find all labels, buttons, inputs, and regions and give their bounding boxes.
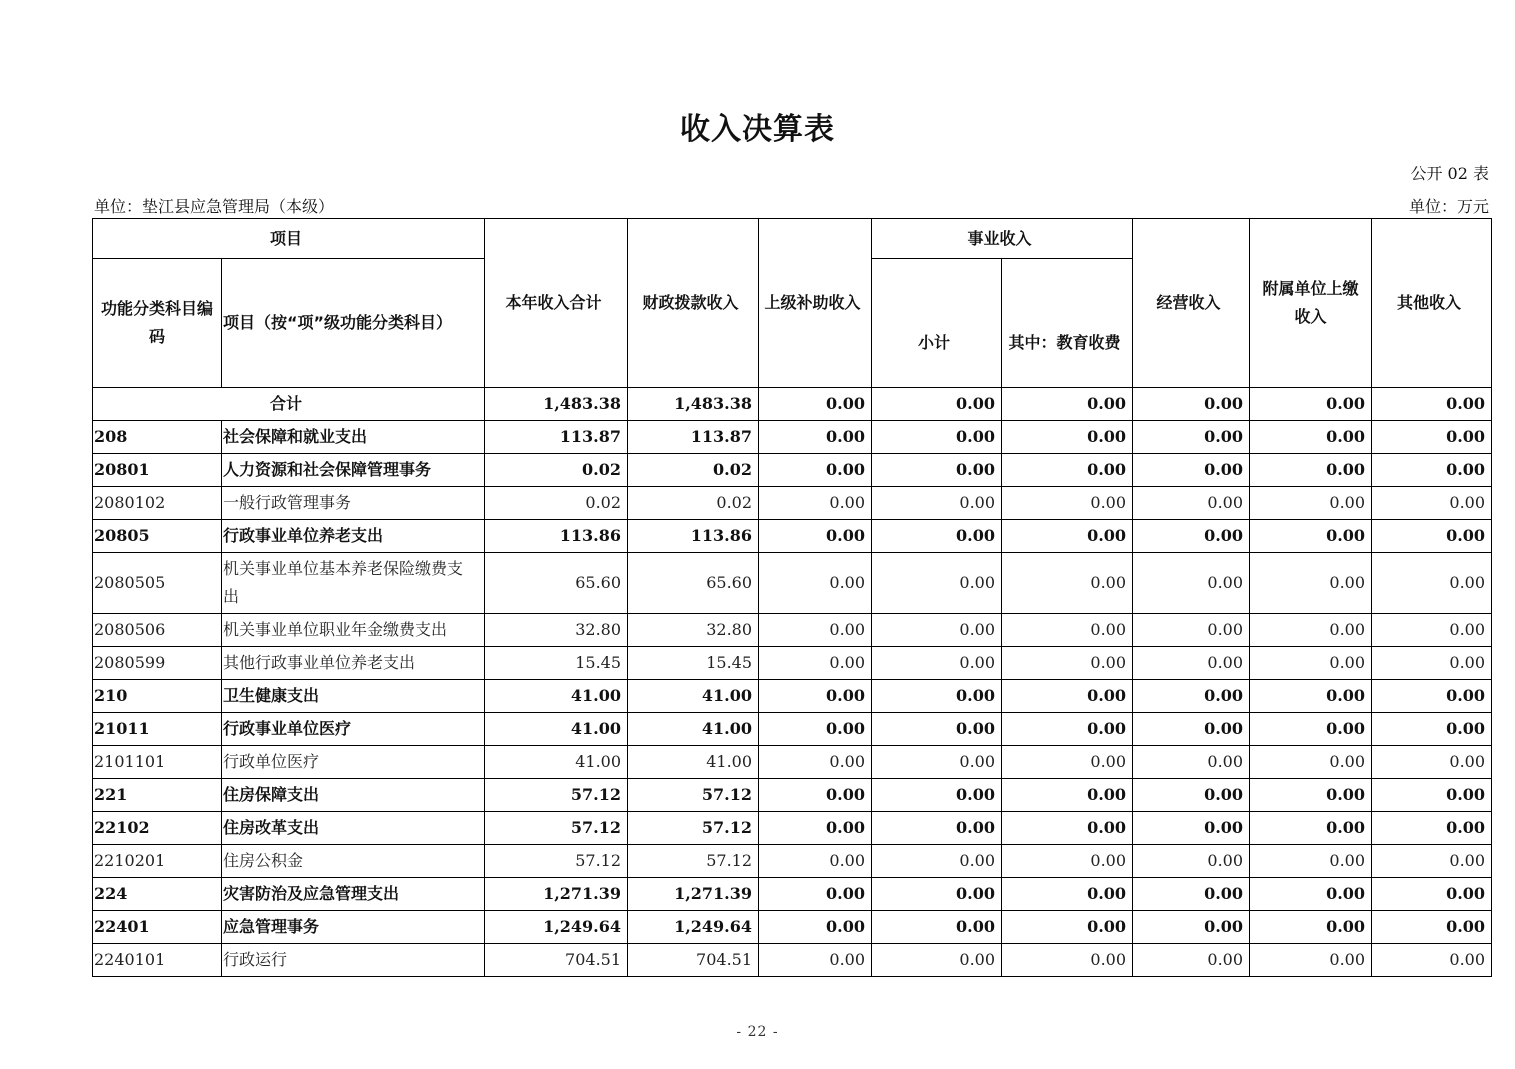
cell-value: 65.60 (485, 553, 628, 614)
cell-code: 2240101 (93, 944, 222, 977)
cell-value: 0.00 (1372, 520, 1492, 553)
cell-value: 0.00 (759, 647, 872, 680)
cell-value: 0.00 (1250, 944, 1372, 977)
cell-value: 0.00 (759, 713, 872, 746)
cell-value: 0.00 (1250, 647, 1372, 680)
cell-item-name: 一般行政管理事务 (222, 487, 485, 520)
cell-value: 0.00 (759, 553, 872, 614)
cell-value: 0.00 (1250, 454, 1372, 487)
table-row (93, 680, 1492, 713)
cell-value: 0.00 (1002, 520, 1133, 553)
cell-value: 0.00 (1250, 680, 1372, 713)
cell-value: 57.12 (628, 812, 759, 845)
table-row (93, 746, 1492, 779)
cell-value: 15.45 (485, 647, 628, 680)
cell-value: 32.80 (628, 614, 759, 647)
cell-value: 0.00 (1133, 647, 1250, 680)
cell-item-name: 社会保障和就业支出 (222, 421, 485, 454)
cell-value: 0.00 (1133, 454, 1250, 487)
cell-value: 0.00 (872, 614, 1002, 647)
cell-code: 224 (93, 878, 222, 911)
reporting-unit: 单位：垫江县应急管理局（本级） (94, 197, 335, 216)
table-row (93, 845, 1492, 878)
header-func-code: 功能分类科目编码 (93, 259, 222, 388)
cell-value: 0.00 (1372, 812, 1492, 845)
cell-value: 1,271.39 (628, 878, 759, 911)
cell-value: 0.00 (1372, 845, 1492, 878)
cell-value: 0.00 (1133, 713, 1250, 746)
cell-value: 113.86 (628, 520, 759, 553)
page-number: - 22 - (736, 1024, 779, 1040)
cell-item-name: 灾害防治及应急管理支出 (222, 878, 485, 911)
cell-value: 41.00 (485, 680, 628, 713)
cell-value: 0.00 (1250, 911, 1372, 944)
cell-value: 0.00 (1372, 713, 1492, 746)
table-row (93, 911, 1492, 944)
cell-value: 0.00 (759, 845, 872, 878)
table-row (93, 944, 1492, 977)
header-edu-fee: 其中：教育收费 (1002, 259, 1133, 388)
cell-value: 0.00 (1133, 487, 1250, 520)
cell-value: 0.00 (872, 878, 1002, 911)
cell-value: 0.00 (1002, 779, 1133, 812)
cell-value: 0.00 (1372, 421, 1492, 454)
table-row (93, 614, 1492, 647)
cell-code: 2080102 (93, 487, 222, 520)
header-project: 项目 (93, 219, 485, 259)
cell-value: 0.00 (1133, 878, 1250, 911)
table-row (93, 812, 1492, 845)
cell-item-name: 行政事业单位养老支出 (222, 520, 485, 553)
cell-value: 0.00 (1372, 680, 1492, 713)
cell-value: 0.00 (759, 614, 872, 647)
cell-value: 0.00 (1002, 746, 1133, 779)
cell-value: 41.00 (628, 680, 759, 713)
cell-value: 0.00 (1250, 614, 1372, 647)
cell-value: 0.00 (1002, 421, 1133, 454)
cell-value: 0.00 (1372, 388, 1492, 421)
cell-value: 0.00 (1372, 911, 1492, 944)
cell-value: 0.00 (1133, 680, 1250, 713)
cell-code: 21011 (93, 713, 222, 746)
income-statement-table (92, 218, 1492, 977)
cell-item-name: 住房保障支出 (222, 779, 485, 812)
cell-value: 0.00 (1002, 614, 1133, 647)
cell-value: 113.87 (485, 421, 628, 454)
cell-item-name: 行政单位医疗 (222, 746, 485, 779)
cell-value: 0.00 (872, 520, 1002, 553)
cell-value: 0.00 (759, 487, 872, 520)
cell-value: 0.00 (1372, 487, 1492, 520)
cell-value: 0.00 (1133, 944, 1250, 977)
header-business-income: 事业收入 (872, 219, 1133, 259)
cell-value: 0.00 (759, 911, 872, 944)
cell-value: 1,483.38 (628, 388, 759, 421)
cell-value: 0.00 (759, 388, 872, 421)
cell-value: 41.00 (485, 713, 628, 746)
cell-value: 0.00 (1372, 614, 1492, 647)
header-operating: 经营收入 (1133, 219, 1250, 388)
cell-value: 1,249.64 (628, 911, 759, 944)
cell-code: 221 (93, 779, 222, 812)
cell-value: 0.00 (1250, 779, 1372, 812)
cell-value: 0.00 (1002, 845, 1133, 878)
cell-value: 704.51 (628, 944, 759, 977)
cell-value: 0.02 (628, 454, 759, 487)
cell-value: 0.00 (759, 779, 872, 812)
cell-value: 15.45 (628, 647, 759, 680)
cell-value: 41.00 (628, 713, 759, 746)
cell-value: 0.00 (1372, 746, 1492, 779)
cell-value: 0.00 (1002, 911, 1133, 944)
header-affiliated: 附属单位上缴收入 (1250, 219, 1372, 388)
cell-value: 57.12 (628, 845, 759, 878)
cell-value: 41.00 (485, 746, 628, 779)
cell-value: 0.00 (1250, 746, 1372, 779)
cell-value: 0.00 (872, 454, 1002, 487)
page-title: 收入决算表 (680, 112, 835, 147)
cell-code: 208 (93, 421, 222, 454)
cell-value: 32.80 (485, 614, 628, 647)
table-row (93, 553, 1492, 614)
cell-value: 0.00 (872, 845, 1002, 878)
cell-item-name: 机关事业单位基本养老保险缴费支出 (222, 553, 485, 614)
cell-item-name: 行政运行 (222, 944, 485, 977)
table-row (93, 779, 1492, 812)
cell-value: 0.02 (485, 487, 628, 520)
cell-value: 0.02 (485, 454, 628, 487)
cell-code: 210 (93, 680, 222, 713)
cell-value: 0.00 (1372, 454, 1492, 487)
cell-value: 0.00 (1002, 647, 1133, 680)
cell-value: 0.00 (1133, 553, 1250, 614)
cell-item-name: 行政事业单位医疗 (222, 713, 485, 746)
header-total-income: 本年收入合计 (485, 219, 628, 388)
cell-value: 0.00 (759, 812, 872, 845)
cell-value: 1,271.39 (485, 878, 628, 911)
cell-value: 0.00 (1250, 845, 1372, 878)
header-subtotal: 小计 (872, 259, 1002, 388)
cell-value: 0.00 (1372, 779, 1492, 812)
table-row (93, 487, 1492, 520)
cell-code: 2080505 (93, 553, 222, 614)
cell-value: 0.00 (872, 421, 1002, 454)
cell-value: 0.00 (1133, 911, 1250, 944)
cell-value: 41.00 (628, 746, 759, 779)
cell-value: 0.02 (628, 487, 759, 520)
cell-value: 1,249.64 (485, 911, 628, 944)
header-other: 其他收入 (1372, 219, 1492, 388)
cell-value: 0.00 (1002, 812, 1133, 845)
cell-value: 0.00 (1250, 421, 1372, 454)
cell-value: 0.00 (872, 647, 1002, 680)
cell-value: 704.51 (485, 944, 628, 977)
cell-value: 0.00 (1372, 944, 1492, 977)
cell-value: 1,483.38 (485, 388, 628, 421)
cell-value: 0.00 (1133, 812, 1250, 845)
total-row (93, 388, 1492, 421)
table-row (93, 878, 1492, 911)
cell-code: 2210201 (93, 845, 222, 878)
cell-value: 0.00 (1133, 746, 1250, 779)
cell-item-name: 住房公积金 (222, 845, 485, 878)
cell-value: 0.00 (759, 944, 872, 977)
cell-item-name: 应急管理事务 (222, 911, 485, 944)
cell-code: 20801 (93, 454, 222, 487)
cell-value: 0.00 (1002, 878, 1133, 911)
cell-value: 0.00 (872, 779, 1002, 812)
cell-code: 2101101 (93, 746, 222, 779)
cell-value: 0.00 (872, 911, 1002, 944)
cell-value: 0.00 (872, 553, 1002, 614)
cell-value: 0.00 (1250, 878, 1372, 911)
cell-code: 2080506 (93, 614, 222, 647)
cell-value: 0.00 (759, 746, 872, 779)
cell-value: 65.60 (628, 553, 759, 614)
cell-value: 0.00 (1133, 779, 1250, 812)
cell-value: 0.00 (872, 713, 1002, 746)
cell-value: 0.00 (1250, 812, 1372, 845)
cell-value: 0.00 (1372, 553, 1492, 614)
header-fiscal: 财政拨款收入 (628, 219, 759, 388)
currency-unit: 单位：万元 (1408, 197, 1489, 216)
table-row (93, 713, 1492, 746)
cell-value: 0.00 (759, 421, 872, 454)
cell-value: 57.12 (485, 845, 628, 878)
cell-value: 0.00 (1372, 647, 1492, 680)
cell-value: 0.00 (1250, 520, 1372, 553)
cell-code: 2080599 (93, 647, 222, 680)
cell-value: 0.00 (1002, 680, 1133, 713)
cell-value: 0.00 (759, 454, 872, 487)
cell-value: 0.00 (872, 812, 1002, 845)
cell-value: 0.00 (1250, 713, 1372, 746)
cell-value: 0.00 (1002, 944, 1133, 977)
cell-value: 0.00 (1133, 845, 1250, 878)
cell-item-name: 人力资源和社会保障管理事务 (222, 454, 485, 487)
cell-value: 0.00 (1002, 487, 1133, 520)
form-number: 公开 02 表 (1410, 164, 1489, 183)
cell-value: 0.00 (1250, 553, 1372, 614)
cell-item-name: 其他行政事业单位养老支出 (222, 647, 485, 680)
cell-value: 0.00 (1250, 388, 1372, 421)
cell-value: 0.00 (1002, 454, 1133, 487)
cell-value: 57.12 (628, 779, 759, 812)
cell-value: 0.00 (872, 487, 1002, 520)
cell-item-name: 卫生健康支出 (222, 680, 485, 713)
cell-code: 22401 (93, 911, 222, 944)
cell-value: 0.00 (759, 878, 872, 911)
cell-value: 0.00 (1133, 421, 1250, 454)
cell-value: 57.12 (485, 812, 628, 845)
cell-value: 113.87 (628, 421, 759, 454)
cell-value: 0.00 (1002, 713, 1133, 746)
cell-value: 0.00 (872, 746, 1002, 779)
cell-value: 0.00 (872, 388, 1002, 421)
cell-item-name: 住房改革支出 (222, 812, 485, 845)
cell-value: 0.00 (1002, 388, 1133, 421)
cell-value: 113.86 (485, 520, 628, 553)
table-row (93, 454, 1492, 487)
cell-value: 0.00 (1372, 878, 1492, 911)
cell-value: 0.00 (1133, 388, 1250, 421)
cell-value: 0.00 (872, 944, 1002, 977)
cell-value: 0.00 (1133, 520, 1250, 553)
cell-item-name: 机关事业单位职业年金缴费支出 (222, 614, 485, 647)
cell-code: 20805 (93, 520, 222, 553)
total-label: 合计 (93, 388, 485, 421)
cell-value: 57.12 (485, 779, 628, 812)
cell-value: 0.00 (872, 680, 1002, 713)
header-superior-subsidy: 上级补助收入 (759, 219, 872, 388)
cell-value: 0.00 (759, 680, 872, 713)
header-item-name: 项目（按“项”级功能分类科目） (222, 259, 485, 388)
table-row (93, 421, 1492, 454)
cell-value: 0.00 (1002, 553, 1133, 614)
cell-code: 22102 (93, 812, 222, 845)
table-row (93, 520, 1492, 553)
cell-value: 0.00 (1133, 614, 1250, 647)
cell-value: 0.00 (1250, 487, 1372, 520)
table-row (93, 647, 1492, 680)
cell-value: 0.00 (759, 520, 872, 553)
